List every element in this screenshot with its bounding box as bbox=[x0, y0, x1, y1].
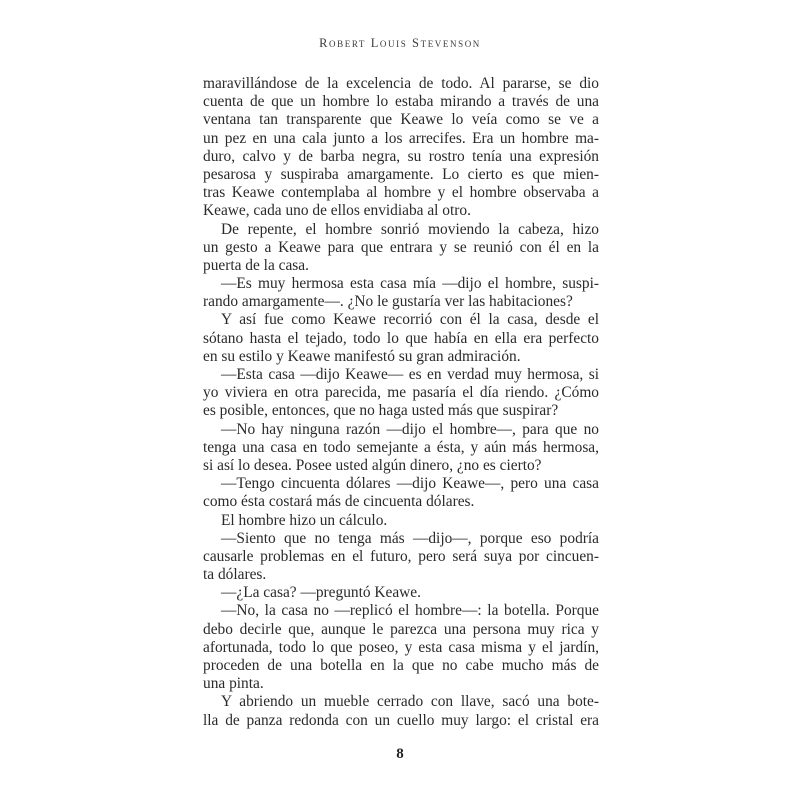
text-line: un pez en una cala junto a los arrecifes. Era un hombre ma- bbox=[203, 129, 599, 147]
text-line: afortunada, todo lo que poseo, y esta casa misma y el jardín, bbox=[203, 638, 599, 656]
page-number: 8 bbox=[396, 746, 404, 762]
text-line: como ésta costará más de cincuenta dólares. bbox=[203, 493, 475, 511]
text-line: cuenta de que un hombre lo estaba mirando a través de una bbox=[203, 93, 599, 111]
text-line: si así lo desea. Posee usted algún dinero, ¿no es cierto? bbox=[203, 456, 542, 474]
text-line: —Tengo cincuenta dólares —dijo Keawe—, pero una casa bbox=[221, 475, 599, 493]
text-line: en su estilo y Keawe manifestó su gran admiración. bbox=[203, 347, 521, 365]
text-line: es posible, entonces, que no haga usted más que suspirar? bbox=[203, 402, 559, 420]
text-line: —No hay ninguna razón —dijo el hombre—, para que no bbox=[221, 420, 599, 438]
text-line: El hombre hizo un cálculo. bbox=[221, 511, 388, 529]
text-line: —Esta casa —dijo Keawe— es en verdad muy hermosa, si bbox=[221, 366, 599, 383]
text-line: Keawe, cada uno de ellos envidiaba al otro. bbox=[203, 202, 471, 220]
text-line: causarle problemas en el futuro, pero será suya por cincuen- bbox=[203, 547, 599, 565]
text-line: tras Keawe contemplaba al hombre y el hombre observaba a bbox=[203, 184, 599, 202]
text-line: debo decirle que, aunque le parezca una persona muy rica y bbox=[203, 620, 599, 638]
text-line: rando amargamente—. ¿No le gustaría ver las habitaciones? bbox=[203, 293, 573, 311]
text-line: Y así fue como Keawe recorrió con él la casa, desde el bbox=[221, 311, 599, 329]
text-line: ventana tan transparente que Keawe lo veía como se ve a bbox=[203, 111, 599, 129]
text-line: yo viviera en otra parecida, me pasaría el día riendo. ¿Cómo bbox=[203, 384, 599, 402]
text-line: una pinta. bbox=[203, 675, 264, 693]
text-line: proceden de una botella en la que no cabe mucho más de bbox=[203, 657, 599, 674]
text-line: —Es muy hermosa esta casa mía —dijo el hombre, suspi- bbox=[221, 275, 599, 293]
text-line: —Siento que no tenga más —dijo—, porque eso podría bbox=[221, 529, 599, 547]
text-line: maravillándose de la excelencia de todo. Al pararse, se dio bbox=[203, 75, 599, 92]
text-line: sótano hasta el tejado, todo lo que había en ella era perfecto bbox=[203, 329, 599, 347]
body-text bbox=[203, 75, 599, 730]
text-line: lla de panza redonda con un cuello muy largo: el cristal era bbox=[203, 711, 599, 729]
text-line: Y abriendo un mueble cerrado con llave, sacó una bote- bbox=[221, 693, 599, 711]
text-line: pesarosa y suspiraba amargamente. Lo cierto es que mien- bbox=[203, 165, 599, 183]
text-line: tenga una casa en todo semejante a ésta, y aún más hermosa, bbox=[203, 438, 599, 456]
text-line: —No, la casa no —replicó el hombre—: la botella. Porque bbox=[221, 602, 599, 620]
text-line: un gesto a Keawe para que entrara y se reunió con él en la bbox=[203, 238, 599, 256]
text-line: ta dólares. bbox=[203, 566, 267, 584]
text-line: duro, calvo y de barba negra, su rostro tenía una expresión bbox=[203, 147, 599, 165]
text-line: puerta de la casa. bbox=[203, 256, 309, 274]
text-line: De repente, el hombre sonrió moviendo la cabeza, hizo bbox=[221, 220, 599, 238]
running-head: Robert Louis Stevenson bbox=[319, 36, 481, 50]
text-line: —¿La casa? —preguntó Keawe. bbox=[221, 584, 421, 602]
